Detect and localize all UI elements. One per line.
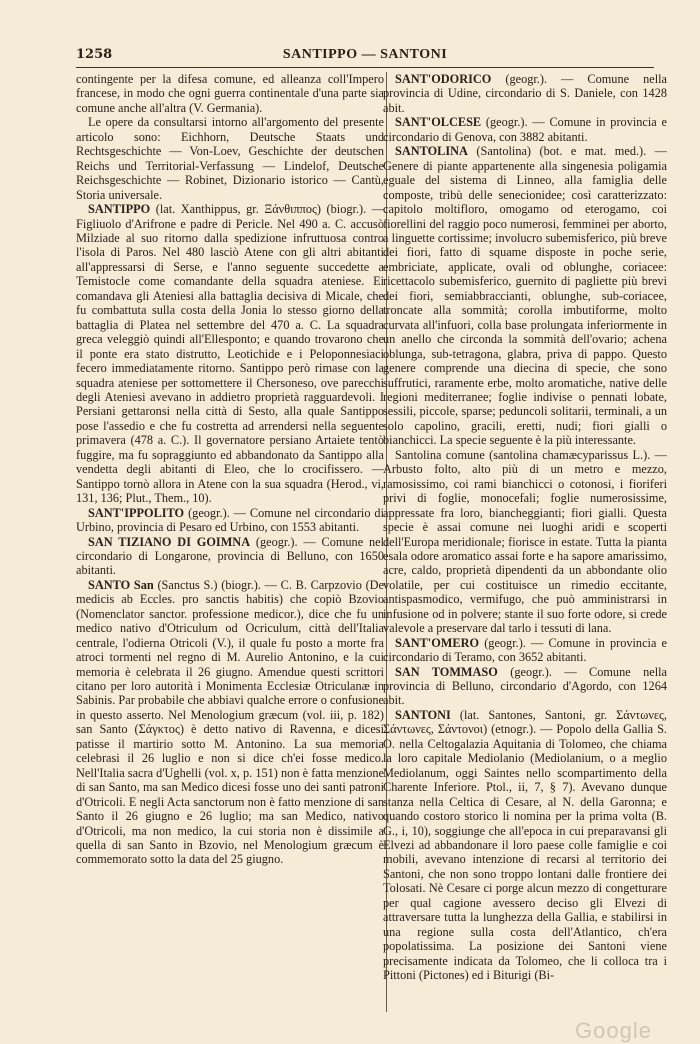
- paragraph: [76, 115, 384, 202]
- running-title: SANTIPPO — SANTONI: [282, 47, 448, 62]
- paragraph: [383, 144, 667, 448]
- left-column: [76, 72, 384, 1027]
- entry-headword: SANT'OLCESE: [395, 115, 482, 130]
- entry-headword: SANT'OMERO: [395, 635, 480, 650]
- entry-text: (geogr.). — Comune nella provincia di Belluno, circondario d'Agordo, con 1264 abit.: [383, 664, 667, 708]
- entry-text: (Santolina) (bot. e mat. med.). — Genere di piante appartenente alla singenesia poligamia eguale del sistema di Linneo, alla famiglia delle composte, tribù delle senecionidee; così caratterizzato: capitolo moltifloro, omogamo od eterogamo, coi fiorellini del raggio poco numerosi, femminei per aborto, a linguette cortissime; involucro subemisferico, più breve dei fiori, fatto di squame disposte in poche serie, embriciate, applicate, ovali od oblunghe, coriacee: ricettacolo subemisferico, guernito di pagliette più brevi dei fiori, semiabbraccianti, oblunghe, sub-coriacee, troncate alla sommità; corolla imbutiforme, molto curvata all'infuori, colla base prolungata inferiormente in un anello che circonda la sommità dell'ovario; achena oblunga, sub-tetragona, glabra, priva di pappo. Questo genere comprende una diecina di specie, che sono suffrutici, raramente erbe, molto aromatiche, native delle regioni mediterranee; foglie indivise o pennati lobate, sessili, piccole, sparse; peduncoli solitarii, terminali, a un solo capolino, gracili, eretti, nudi; fiori gialli o bianchicci. La specie seguente è la più interessante.: [383, 144, 667, 448]
- paragraph: [383, 115, 667, 144]
- entry-text: (lat. Santones, Santoni, gr. Σάντωνες, Σάντωνες, Σάντονοι) (etnogr.). — Popolo della Gallia S. O. nella Celtogalazia Aquitania di Tolomeo, che chiama la loro capitale Mediolanio (Mediolanium, o a meglio Mediolanum, oggi Saintes nello scompartimento della Charente Inferiore. Ptol., ii, 7, § 7). Avevano dunque stanza nella Celtica di Cesare, al N. della Garonna; e quando costoro storico li nomina per la prima volta (B. G., i, 10), soggiunge che all'epoca in cui preparavansi gli Elvezi ad abbandonare il loro paese colle famiglie e coi mobili, avevano intenzione di recarsi al territorio dei Santoni, che non sono troppo lontani dalle frontiere dei Tolosati. Nè Cesare ci porge alcun mezzo di congetturare per qual cagione avessero deciso gli Elvezi di attraversare tutta la lunghezza della Gallia, e stabilirsi in una regione sulla costa dell'Atlantico, ch'era popolatissima. La posizione dei Santoni viene precisamente indicata da Tolomeo, che li colloca tra i Pittoni (Pictones) ed i Biturigi (Bi-: [383, 707, 667, 983]
- entry-text: (geogr.). — Comune nel circondario di Urbino, provincia di Pesaro ed Urbino, con 1553 abitanti.: [76, 505, 384, 535]
- entry-text: (lat. Xanthippus, gr. Ξάνθιππος) (biogr.). — Figliuolo d'Arifrone e padre di Pericle. Nel 490 a. C. accusò Milziade al suo ritorno dalla spedizione infruttuosa contro l'isola di Paros. Nel 480 lasciò Atene con gli altri abitanti all'appressarsi di Serse, e l'anno seguente succedette a Temistocle come comandante della squadra ateniese. Ei comandava gli Ateniesi alla battaglia decisiva di Micale, che fu combattuta sulla costa della Jonia lo stesso giorno della battaglia di Platea nel settembre del 470 a. C. La squadra greca veleggiò quindi all'Ellesponto; e quando trovarono che il ponte era stato distrutto, Leotichide e i Peloponnesiaci fecero immediatamente ritorno. Santippo però rimase con la squadra ateniese per sottomettere il Chersoneso, ove parecchi degli Ateniesi avevano in addietro proprietà ragguardevoli. I Persiani gettaronsi nella città di Sesto, alla quale Santippo pose l'assedio e che fu costretta ad arrendersi nella seguente primavera (478 a. C.). Il governatore persiano Artaiete tentò fuggire, ma fu sopraggiunto ed abbandonato da Santippo alla vendetta degli abitanti di Eleo, che lo crocifissero. — Santippo tornò allora in Atene con la sua squadra (Herod., vi, 131, 136; Plut., Them., 10).: [76, 202, 384, 506]
- entry-headword: SAN TIZIANO DI GOIMNA: [88, 534, 251, 549]
- entry-text: (geogr.). — Comune nella provincia di Udine, circondario di S. Daniele, con 1428 abit.: [383, 72, 667, 115]
- paragraph: [383, 636, 667, 665]
- entry-headword: SANTIPPO: [88, 202, 151, 217]
- paragraph: [383, 72, 667, 115]
- entry-text: Le opere da consultarsi intorno all'argomento del presente articolo sono: Eichhorn, Deutsche Staats und Rechtsgeschichte — Von-Loev, Geschichte der deutschen Reichs und Territorial-Verfassung — Lindelof, Deutsche Reichsgeschichte — Robinet, Dizionario istorico — Cantù, Storia universale.: [76, 115, 384, 202]
- entry-text: (geogr.). — Comune in provincia e circondario di Teramo, con 3652 abitanti.: [383, 635, 667, 665]
- paragraph: [76, 72, 384, 115]
- page-number: 1258: [76, 47, 113, 62]
- entry-text: contingente per la difesa comune, ed alleanza coll'Impero francese, in modo che ogni guerra continentale d'una parte sia comune anche all'altra (V. Germania).: [76, 72, 384, 115]
- entry-text: (geogr.). — Comune nel circondario di Longarone, provincia di Belluno, con 1650 abitanti.: [76, 534, 384, 578]
- page-header: [76, 45, 654, 68]
- entry-text: Santolina comune (santolina chamæcyparissus L.). — Arbusto folto, alto più di un metro e mezzo, ramosissimo, coi rami bianchicci o cotonosi, i fioriferi privi di foglie, monocefali; foglie numerosissime, appressate fra loro, biancheggianti; fiori gialli. Questa specie è assai comune nei luoghi aridi e scoperti dell'Europa meridionale; fiorisce in estate. Tutta la pianta esala odore aromatico assai forte e ha sapore amarissimo, acre, caldo, proprietà dipendenti da un abbondante olio volatile, per cui costituisce un rimedio eccitante, antispasmodico, vermifugo, che può amministrarsi in infusione od in polvere; stante il suo forte odore, si crede valevole a preservare dal tarlo i tessuti di lana.: [383, 447, 667, 636]
- entry-headword: SANTOLINA: [395, 144, 468, 159]
- paragraph: [383, 448, 667, 636]
- paragraph: [76, 535, 384, 578]
- entry-text: (Sanctus S.) (biogr.). — C. B. Carpzovio (De medicis ab Eccles. pro sanctis habitis) che copiò Bzovio (Nomenclator sanctor. professione medicor.), dice che fu un medico nativo d'Otriculum od Ocriculum, città dell'Italia centrale, l'odierna Otricoli (V.), il quale fu posto a morte fra atroci tormenti nel regno di M. Aurelio Antonino, e la cui memoria è celebrata il 26 giugno. Amendue questi scrittori citano per loro autorità i Monimenta Ecclesiæ Otriculanæ in Sabinis. Par probabile che abbiavi qualche errore o confusione in questo asserto. Nel Menologium græcum (vol. iii, p. 182) san Santo (Σάγκτος) è detto nativo di Ravenna, e dicesi patisse il martirio sotto M. Antonino. La sua memoria celebrasi il 26 luglio e non si dice ch'ei fosse medico. Nell'Italia sacra d'Ughelli (vol. x, p. 151) non è fatta menzione di san Santo, ma san Medico dicesi fosse uno dei santi patroni d'Otricoli. E negli Acta sanctorum non è fatto menzione di san Santo il 26 giugno e 26 luglio; ma san Medico, nativo d'Otricoli, ma non medico, la cui storia non è dissimile a quella di san Santo in Bzovio, nel Menologium græcum è commemorato sotto la data del 25 giugno.: [76, 577, 384, 867]
- entry-headword: SAN TOMMASO: [395, 664, 498, 679]
- paragraph: [76, 578, 384, 867]
- watermark: Google: [575, 1018, 652, 1043]
- entry-headword: SANTO San: [88, 577, 154, 592]
- entry-headword: SANTONI: [395, 707, 451, 722]
- entry-headword: SANT'IPPOLITO: [88, 505, 185, 520]
- entry-text: (geogr.). — Comune in provincia e circondario di Genova, con 3882 abitanti.: [383, 115, 667, 144]
- paragraph: [76, 202, 384, 506]
- paragraph: [76, 506, 384, 535]
- paragraph: [383, 665, 667, 708]
- right-column: [383, 72, 667, 1027]
- entry-headword: SANT'ODORICO: [395, 72, 492, 86]
- paragraph: [383, 708, 667, 983]
